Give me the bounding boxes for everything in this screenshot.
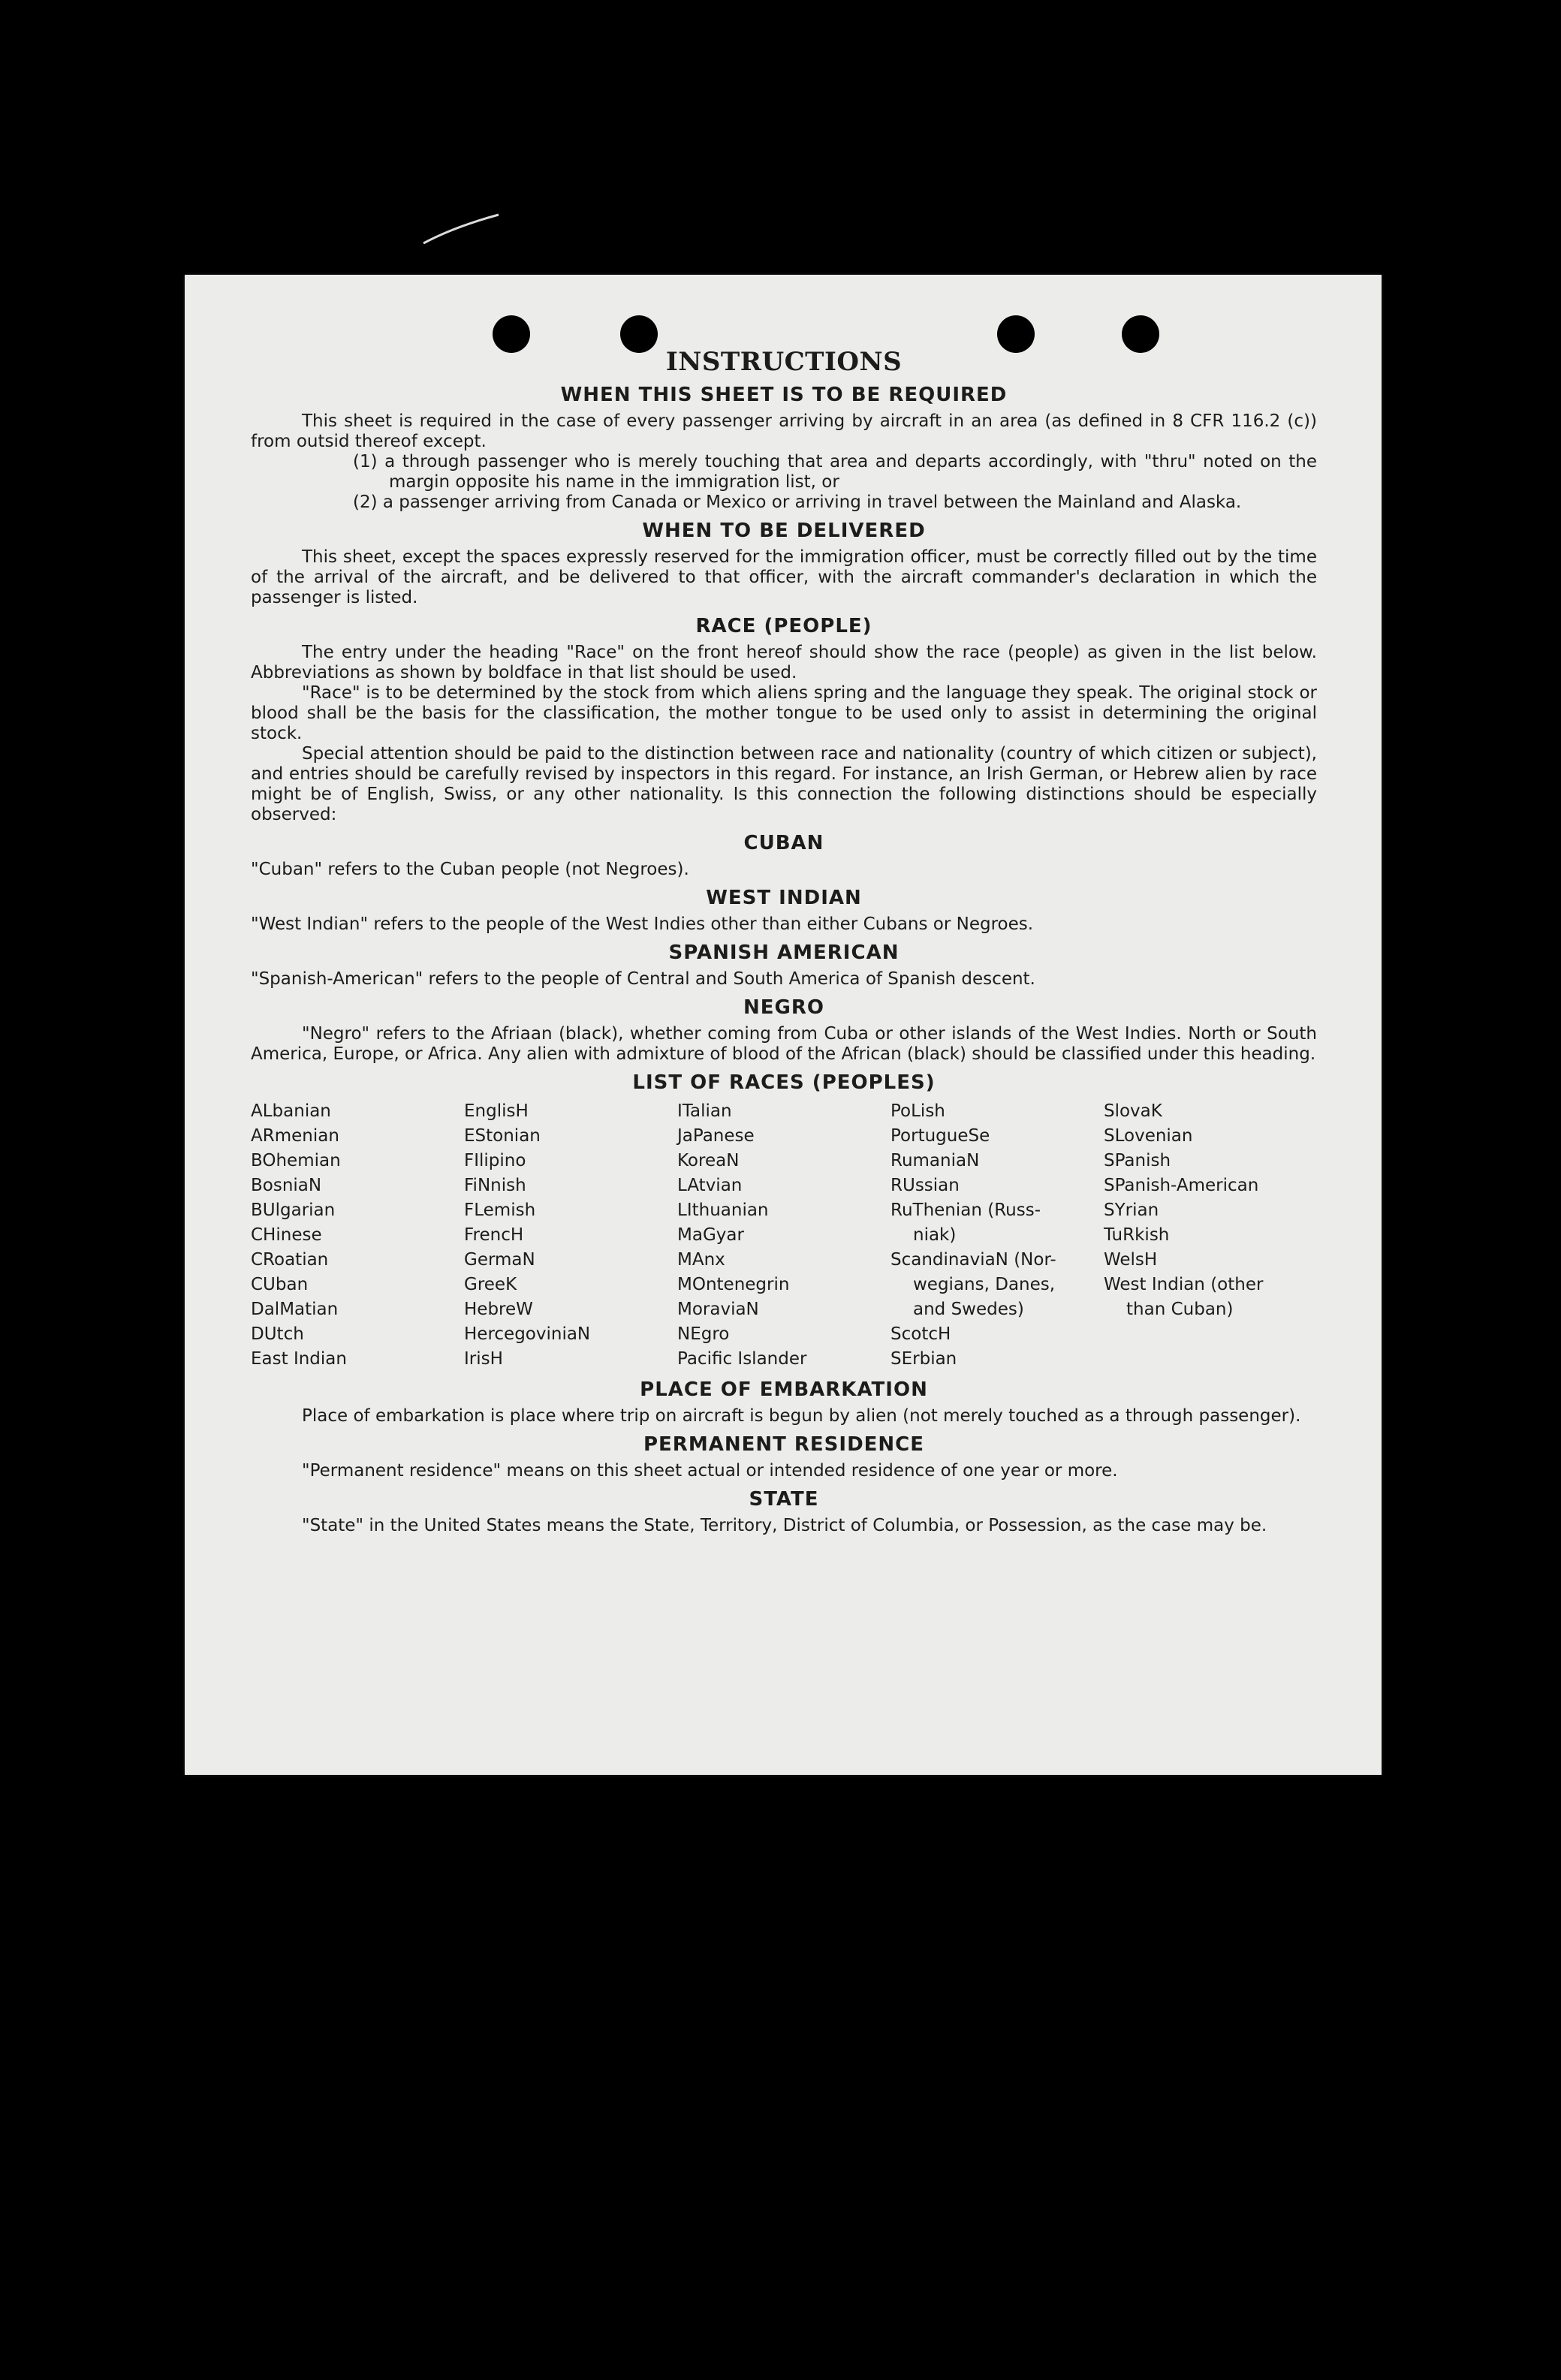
paragraph-when-required: This sheet is required in the case of every passenger arriving by aircraft in an area (as defined in 8 CFR 116.2 (c)) from outsid thereof except.: [251, 411, 1317, 451]
races-column: [464, 1099, 677, 1372]
paragraph-west-indian: "West Indian" refers to the people of the West Indies other than either Cubans or Negroes.: [251, 914, 1034, 934]
paragraph-race-2: "Race" is to be determined by the stock from which aliens spring and the language they speak. The original stock or blood shall be the basis for the classification, the mother tongue to be used only to assist in determining the original stock.: [251, 683, 1317, 743]
race-entry: BOhemian: [251, 1151, 341, 1170]
paragraph-race-3: Special attention should be paid to the distinction between race and nationality (country of which citizen or subject), and entries should be carefully revised by inspectors in this regard. For instance, an Irish German, or Hebrew alien by race might be of English, Swiss, or any other nationality. Is this connection the following distinctions should be especially observed:: [251, 744, 1317, 824]
heading-when-delivered: WHEN TO BE DELIVERED: [642, 520, 926, 542]
race-entry: ARmenian: [251, 1126, 339, 1146]
race-entry: HebreW: [464, 1300, 533, 1319]
race-entry: FiNnish: [464, 1176, 526, 1195]
race-entry-continued: than Cuban): [1126, 1300, 1234, 1319]
race-entry: RumaniaN: [890, 1151, 980, 1170]
race-entry: KoreaN: [677, 1151, 740, 1170]
race-entry: EnglisH: [464, 1101, 529, 1121]
race-entry: MAnx: [677, 1250, 725, 1270]
race-entry: GreeK: [464, 1275, 517, 1294]
race-entry: SlovaK: [1104, 1101, 1162, 1121]
races-list: [251, 1099, 1317, 1372]
race-entry: JaPanese: [677, 1126, 755, 1146]
race-entry: LAtvian: [677, 1176, 743, 1195]
heading-permanent-residence: PERMANENT RESIDENCE: [643, 1433, 925, 1456]
heading-west-indian: WEST INDIAN: [706, 887, 862, 909]
race-entry: FIlipino: [464, 1151, 526, 1170]
race-entry: ScotcH: [890, 1324, 951, 1344]
heading-state: STATE: [749, 1488, 819, 1511]
race-entry: SYrian: [1104, 1201, 1159, 1220]
heading-embarkation: PLACE OF EMBARKATION: [640, 1378, 928, 1401]
race-entry: RUssian: [890, 1176, 960, 1195]
race-entry: NEgro: [677, 1324, 730, 1344]
race-entry: East Indian: [251, 1349, 347, 1369]
paragraph-negro: "Negro" refers to the Afriaan (black), whether coming from Cuba or other islands of the West Indies. North or South America, Europe, or Africa. Any alien with admixture of blood of the African (black) should be classified under this heading.: [251, 1024, 1317, 1064]
race-entry: SPanish-American: [1104, 1176, 1259, 1195]
race-entry: SErbian: [890, 1349, 957, 1369]
races-column: [890, 1099, 1104, 1372]
document-title: INSTRUCTIONS: [665, 347, 903, 377]
paragraph-cuban: "Cuban" refers to the Cuban people (not Negroes).: [251, 860, 689, 879]
race-entry: CHinese: [251, 1225, 322, 1245]
paragraph-permanent-residence: "Permanent residence" means on this sheet actual or intended residence of one year or more.: [302, 1461, 1118, 1481]
scan-mark: [420, 210, 503, 248]
race-entry: GermaN: [464, 1250, 535, 1270]
race-entry-continued: and Swedes): [913, 1300, 1024, 1319]
race-entry: SLovenian: [1104, 1126, 1193, 1146]
race-entry-continued: wegians, Danes,: [913, 1275, 1056, 1294]
heading-when-required: WHEN THIS SHEET IS TO BE REQUIRED: [560, 384, 1008, 406]
race-entry: WelsH: [1104, 1250, 1158, 1270]
race-entry: EStonian: [464, 1126, 541, 1146]
races-column: [1104, 1099, 1317, 1372]
heading-negro: NEGRO: [743, 996, 824, 1019]
race-entry: TuRkish: [1104, 1225, 1170, 1245]
race-entry-continued: niak): [913, 1225, 957, 1245]
paragraph-race-1: The entry under the heading "Race" on the front hereof should show the race (people) as given in the list below. Abbreviations as shown by boldface in that list should be used.: [251, 643, 1317, 682]
race-entry: DUtch: [251, 1324, 304, 1344]
race-entry: FLemish: [464, 1201, 536, 1220]
race-entry: West Indian (other: [1104, 1275, 1264, 1294]
race-entry: DalMatian: [251, 1300, 339, 1319]
race-entry: ITalian: [677, 1101, 732, 1121]
paragraph-when-delivered: This sheet, except the spaces expressly reserved for the immigration officer, must be correctly filled out by the time of the arrival of the aircraft, and be delivered to that officer, with the aircraft commander's declaration in which the passenger is listed.: [251, 547, 1317, 607]
race-entry: PortugueSe: [890, 1126, 990, 1146]
race-entry: MaGyar: [677, 1225, 744, 1245]
race-entry: ALbanian: [251, 1101, 331, 1121]
list-item: (1) a through passenger who is merely touching that area and departs accordingly, with "thru" noted on the margin opposite his name in the immigration list, or: [353, 452, 1317, 492]
document-content: [251, 347, 1317, 1536]
document-page: [185, 275, 1382, 1775]
race-entry: HercegoviniaN: [464, 1324, 591, 1344]
heading-cuban: CUBAN: [743, 832, 824, 854]
heading-spanish-american: SPANISH AMERICAN: [668, 941, 900, 964]
race-entry: CUban: [251, 1275, 309, 1294]
race-entry: CRoatian: [251, 1250, 329, 1270]
races-column: [677, 1099, 890, 1372]
race-entry: SPanish: [1104, 1151, 1171, 1170]
race-entry: FrencH: [464, 1225, 524, 1245]
race-entry: LIthuanian: [677, 1201, 769, 1220]
paragraph-embarkation: Place of embarkation is place where trip on aircraft is begun by alien (not merely touched as a through passenger).: [302, 1406, 1301, 1426]
race-entry: BosniaN: [251, 1176, 322, 1195]
race-entry: ScandinaviaN (Nor-: [890, 1250, 1056, 1270]
race-entry: BUlgarian: [251, 1201, 336, 1220]
list-item: (2) a passenger arriving from Canada or Mexico or arriving in travel between the Mainland and Alaska.: [353, 493, 1242, 512]
races-column: [251, 1099, 464, 1372]
race-entry: Pacific Islander: [677, 1349, 807, 1369]
race-entry: RuThenian (Russ-: [890, 1201, 1041, 1220]
paragraph-spanish-american: "Spanish-American" refers to the people of Central and South America of Spanish descent.: [251, 969, 1035, 989]
race-entry: IrisH: [464, 1349, 503, 1369]
race-entry: MoraviaN: [677, 1300, 759, 1319]
paragraph-state: "State" in the United States means the State, Territory, District of Columbia, or Possession, as the case may be.: [302, 1516, 1267, 1535]
heading-race: RACE (PEOPLE): [695, 615, 872, 637]
race-entry: MOntenegrin: [677, 1275, 790, 1294]
race-entry: PoLish: [890, 1101, 945, 1121]
heading-list-of-races: LIST OF RACES (PEOPLES): [632, 1071, 936, 1094]
